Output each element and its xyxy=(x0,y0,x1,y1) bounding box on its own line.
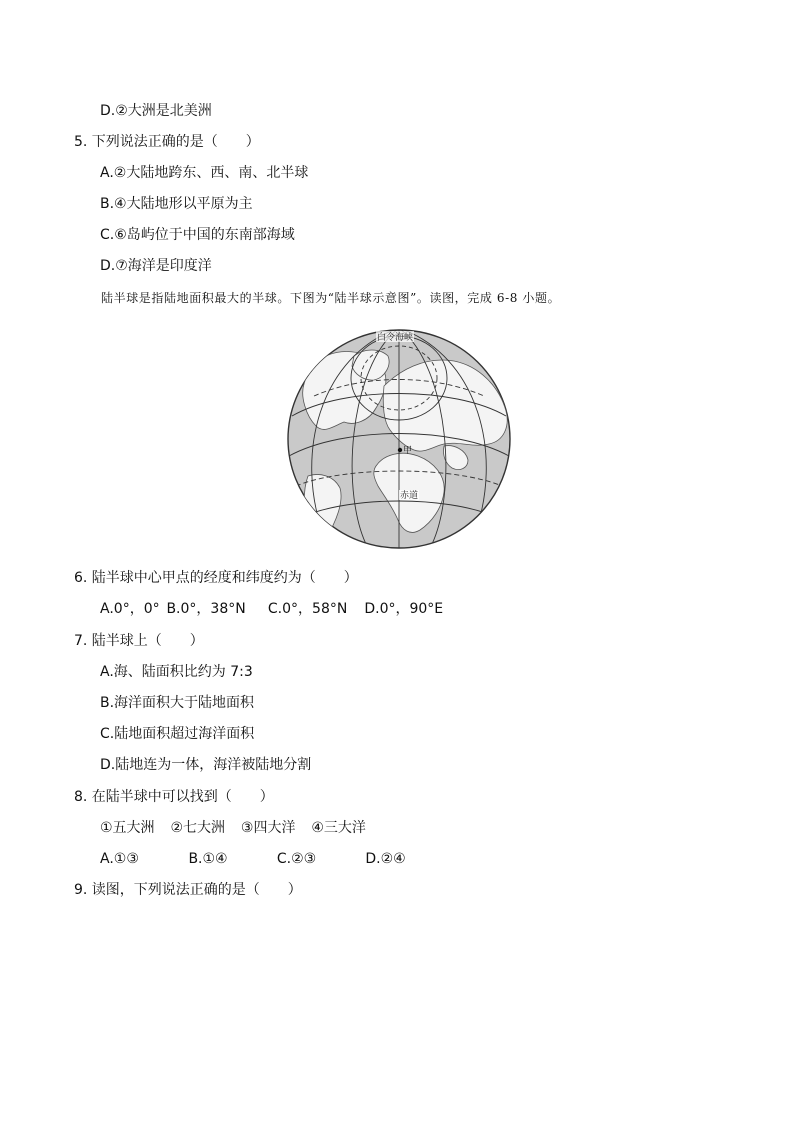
question-6-option-d: D.0°，90°E xyxy=(364,601,444,617)
question-7-option-c: C.陆地面积超过海洋面积 xyxy=(100,726,255,742)
question-5-option-b: B.④大陆地形以平原为主 xyxy=(100,196,253,212)
question-8-option-b: B.①④ xyxy=(188,851,228,867)
south-america-land xyxy=(304,475,341,543)
equator-label: 赤道 xyxy=(400,491,419,501)
question-6-option-a: A.0°，0° xyxy=(100,601,160,617)
question-6-option-b: B.0°，38°N xyxy=(166,601,246,617)
question-7-option-b: B.海洋面积大于陆地面积 xyxy=(100,695,255,711)
center-label: 甲 xyxy=(403,446,413,456)
question-5-option-d: D.⑦海洋是印度洋 xyxy=(100,258,212,274)
question-8-item-2: ②七大洲 xyxy=(170,820,226,836)
question-8-options xyxy=(100,850,406,868)
question-5-stem: 5. 下列说法正确的是（ ） xyxy=(74,134,260,150)
question-7-stem: 7. 陆半球上（ ） xyxy=(74,633,204,649)
land-hemisphere-map xyxy=(284,326,514,551)
question-8-item-4: ④三大洋 xyxy=(311,820,366,836)
question-8-option-c: C.②③ xyxy=(276,851,317,867)
question-6-stem: 6. 陆半球中心甲点的经度和纬度约为（ ） xyxy=(74,570,358,586)
question-7-option-d: D.陆地连为一体，海洋被陆地分割 xyxy=(100,757,312,773)
center-point xyxy=(398,448,402,452)
question-5-option-c: C.⑥岛屿位于中国的东南部海域 xyxy=(100,227,295,243)
strait-label: 白令海峡 xyxy=(377,333,414,343)
question-5-option-a: A.②大陆地跨东、西、南、北半球 xyxy=(100,165,309,181)
question-8-items xyxy=(100,819,366,837)
option-d-prev: D.②大洲是北美洲 xyxy=(100,103,212,119)
question-6-option-c: C.0°，58°N xyxy=(267,601,348,617)
question-8-item-3: ③四大洋 xyxy=(240,820,296,836)
question-9-stem: 9. 读图，下列说法正确的是（ ） xyxy=(74,882,302,898)
section-intro: 陆半球是指陆地面积最大的半球。下图为“陆半球示意图”。读图，完成 6-8 小题。 xyxy=(101,291,561,305)
question-6-options xyxy=(100,600,443,618)
question-8-stem: 8. 在陆半球中可以找到（ ） xyxy=(74,789,274,805)
question-8-option-d: D.②④ xyxy=(365,851,406,867)
question-8-item-1: ①五大洲 xyxy=(100,820,155,836)
question-7-option-a: A.海、陆面积比约为 7:3 xyxy=(100,664,253,680)
question-8-option-a: A.①③ xyxy=(100,851,139,867)
